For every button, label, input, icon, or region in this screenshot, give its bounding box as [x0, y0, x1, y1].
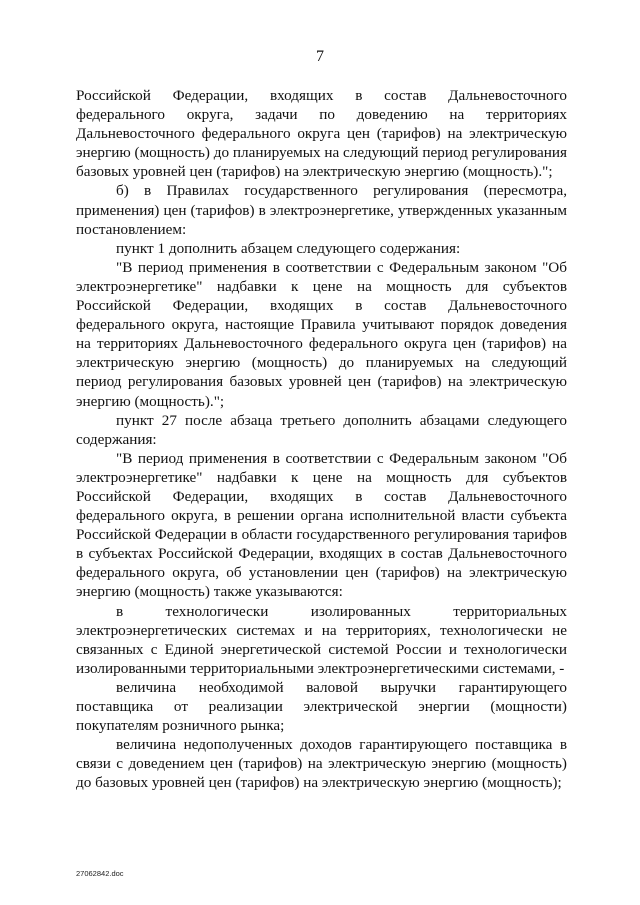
- paragraph-9: величина недополученных доходов гарантирующего поставщика в связи с доведением цен (тарифов) на электрическую энергию (мощность) до базовых уровней цен (тарифов) на электрическую энергию (мощность);: [76, 736, 567, 792]
- paragraph-4: "В период применения в соответствии с Федеральным законом "Об электроэнергетике" надбавки к цене на мощность для субъектов Российской Федерации, входящих в состав Дальневосточного федерального округа, настоящие Правила учитывают порядок доведения на территориях Дальневосточного федерального округа цен (тарифов) на электрическую энергию (мощность) до планируемых на следующий период регулирования базовых уровней цен (тарифов) на электрическую энергию (мощность).";: [76, 258, 567, 410]
- page-number: 7: [316, 48, 324, 65]
- document-filename: 27062842.doc: [76, 869, 124, 878]
- paragraph-6: "В период применения в соответствии с Федеральным законом "Об электроэнергетике" надбавки к цене на мощность для субъектов Российской Федерации, входящих в состав Дальневосточного федерального округа, в решении органа исполнительной власти субъекта Российской Федерации в области государственного регулирования тарифов в субъектах Российской Федерации, входящих в состав Дальневосточного федерального округа, об установлении цен (тарифов) на электрическую энергию (мощность) также указываются:: [76, 449, 567, 601]
- paragraph-3: пункт 1 дополнить абзацем следующего содержания:: [116, 239, 461, 257]
- paragraph-5: пункт 27 после абзаца третьего дополнить абзацами следующего содержания:: [76, 411, 567, 448]
- document-body: [76, 86, 567, 792]
- paragraph-8: величина необходимой валовой выручки гарантирующего поставщика от реализации электрической энергии (мощности) покупателям розничного рынка;: [76, 678, 567, 735]
- paragraph-1: Российской Федерации, входящих в состав Дальневосточного федерального округа, задачи по доведению на территориях Дальневосточного федерального округа цен (тарифов) на электрическую энергию (мощность) до планируемых на следующий период регулирования базовых уровней цен (тарифов) на электрическую энергию (мощность).";: [76, 87, 567, 181]
- paragraph-7: в технологически изолированных территориальных электроэнергетических системах и на территориях, технологически не связанных с Единой энергетической системой России и технологически изолированными территориальными электроэнергетическими системами, -: [76, 602, 567, 677]
- paragraph-2: б) в Правилах государственного регулирования (пересмотра, применения) цен (тарифов) в электроэнергетике, утвержденных указанным постановлением:: [76, 182, 567, 238]
